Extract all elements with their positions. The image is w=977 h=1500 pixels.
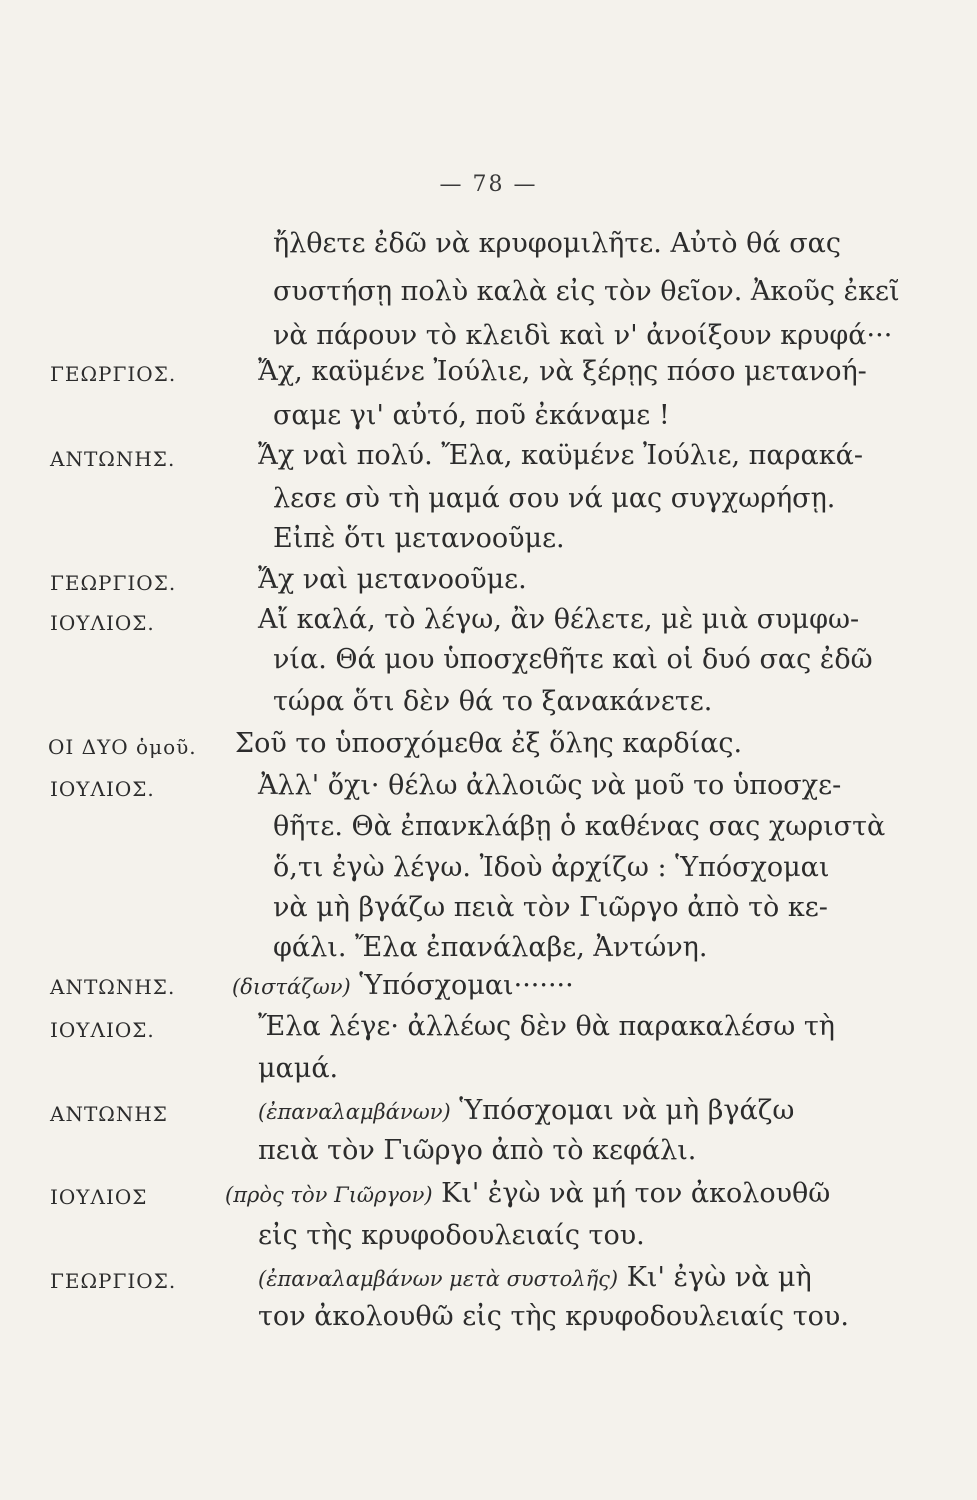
stage-direction: (πρὸς τὸν Γιῶργον)	[225, 1183, 433, 1207]
text-line: Εἰπὲ ὅτι μετανοοῦμε.	[273, 523, 565, 554]
text-line: τον ἀκολουθῶ εἰς τὴς κρυφοδουλειαίς του.	[258, 1301, 849, 1332]
speaker-label: ΓΕΩΡΓΙΟΣ.	[50, 1269, 177, 1293]
text-line: εἰς τὴς κρυφοδουλειαίς του.	[258, 1220, 645, 1251]
text-line	[258, 1264, 812, 1291]
line-text: Κι' ἐγὼ νὰ μή τον ἀκολουθῶ	[441, 1178, 831, 1209]
text-line: Ἄχ ναὶ πολύ. Ἔλα, καϋμένε Ἰούλιε, παρακά-	[258, 440, 863, 471]
stage-direction: (ἐπαναλαμβάνων μετὰ συστολῆς)	[258, 1267, 619, 1291]
text-line	[232, 972, 574, 999]
stage-direction: (διστάζων)	[232, 975, 351, 999]
text-line: μαμά.	[258, 1053, 339, 1084]
text-line: λεσε σὺ τὴ μαμά σου νά μας συγχωρήσῃ.	[273, 483, 836, 514]
line-text: Ὑπόσχομαι·······	[359, 970, 574, 1001]
text-line: θῆτε. Θὰ ἐπανκλάβῃ ὁ καθένας σας χωριστὰ	[273, 811, 886, 842]
text-line: Ἄχ, καϋμένε Ἰούλιε, νὰ ξέρῃς πόσο μετανοή-	[258, 356, 867, 387]
speaker-label: ΑΝΤΩΝΗΣ	[50, 1102, 168, 1126]
line-text: Ὑπόσχομαι νὰ μὴ βγάζω	[459, 1095, 795, 1126]
text-line: Αἴ καλά, τὸ λέγω, ἂν θέλετε, μὲ μιὰ συμφω-	[258, 604, 860, 635]
speaker-label: ΟΙ ΔΥΟ ὁμοῦ.	[48, 735, 197, 759]
text-line: Σοῦ το ὑποσχόμεθα ἐξ ὅλης καρδίας.	[235, 728, 743, 759]
speaker-label: ΙΟΥΛΙΟΣ.	[50, 611, 155, 635]
speaker-label: ΑΝΤΩΝΗΣ.	[50, 975, 176, 999]
speaker-label: ΑΝΤΩΝΗΣ.	[50, 447, 176, 471]
text-line: Ἄχ ναὶ μετανοοῦμε.	[258, 564, 527, 595]
speaker-label: ΙΟΥΛΙΟΣ	[50, 1185, 148, 1209]
text-line: φάλι. Ἔλα ἐπανάλαβε, Ἀντώνη.	[273, 932, 708, 963]
stage-direction: (ἐπαναλαμβάνων)	[258, 1100, 451, 1124]
page-number: — 78 —	[439, 172, 538, 197]
text-line: Ἔλα λέγε· ἀλλέως δὲν θὰ παρακαλέσω τὴ	[258, 1011, 835, 1042]
text-line: πειὰ τὸν Γιῶργο ἀπὸ τὸ κεφάλι.	[258, 1135, 697, 1166]
text-line: νία. Θά μου ὑποσχεθῆτε καὶ οἱ δυό σας ἐδῶ	[273, 644, 873, 675]
text-line	[258, 1097, 794, 1124]
speaker-label: ΙΟΥΛΙΟΣ.	[50, 1018, 155, 1042]
text-line: Ἀλλ' ὄχι· θέλω ἀλλοιῶς νὰ μοῦ το ὑποσχε-	[258, 770, 842, 801]
text-line: νὰ πάρουν τὸ κλειδὶ καὶ ν' ἀνοίξουν κρυφά···	[273, 320, 893, 351]
text-line: συστήσῃ πολὺ καλὰ εἰς τὸν θεῖον. Ἀκοῦς ἐκεῖ	[273, 276, 900, 307]
text-line: ἤλθετε ἐδῶ νὰ κρυφομιλῆτε. Αὐτὸ θά σας	[273, 228, 841, 259]
text-line: σαμε γι' αὐτό, ποῦ ἐκάναμε !	[273, 400, 670, 431]
speaker-label: ΓΕΩΡΓΙΟΣ.	[50, 571, 177, 595]
text-line: τώρα ὅτι δὲν θά το ξανακάνετε.	[273, 686, 713, 717]
speaker-label: ΓΕΩΡΓΙΟΣ.	[50, 362, 177, 386]
text-line: νὰ μὴ βγάζω πειὰ τὸν Γιῶργο ἀπὸ τὸ κε-	[273, 892, 828, 923]
text-line	[225, 1180, 830, 1207]
speaker-label: ΙΟΥΛΙΟΣ.	[50, 777, 155, 801]
text-line: ὅ,τι ἐγὼ λέγω. Ἰδοὺ ἀρχίζω : Ὑπόσχομαι	[273, 852, 830, 883]
line-text: Κι' ἐγὼ νὰ μὴ	[626, 1262, 812, 1293]
